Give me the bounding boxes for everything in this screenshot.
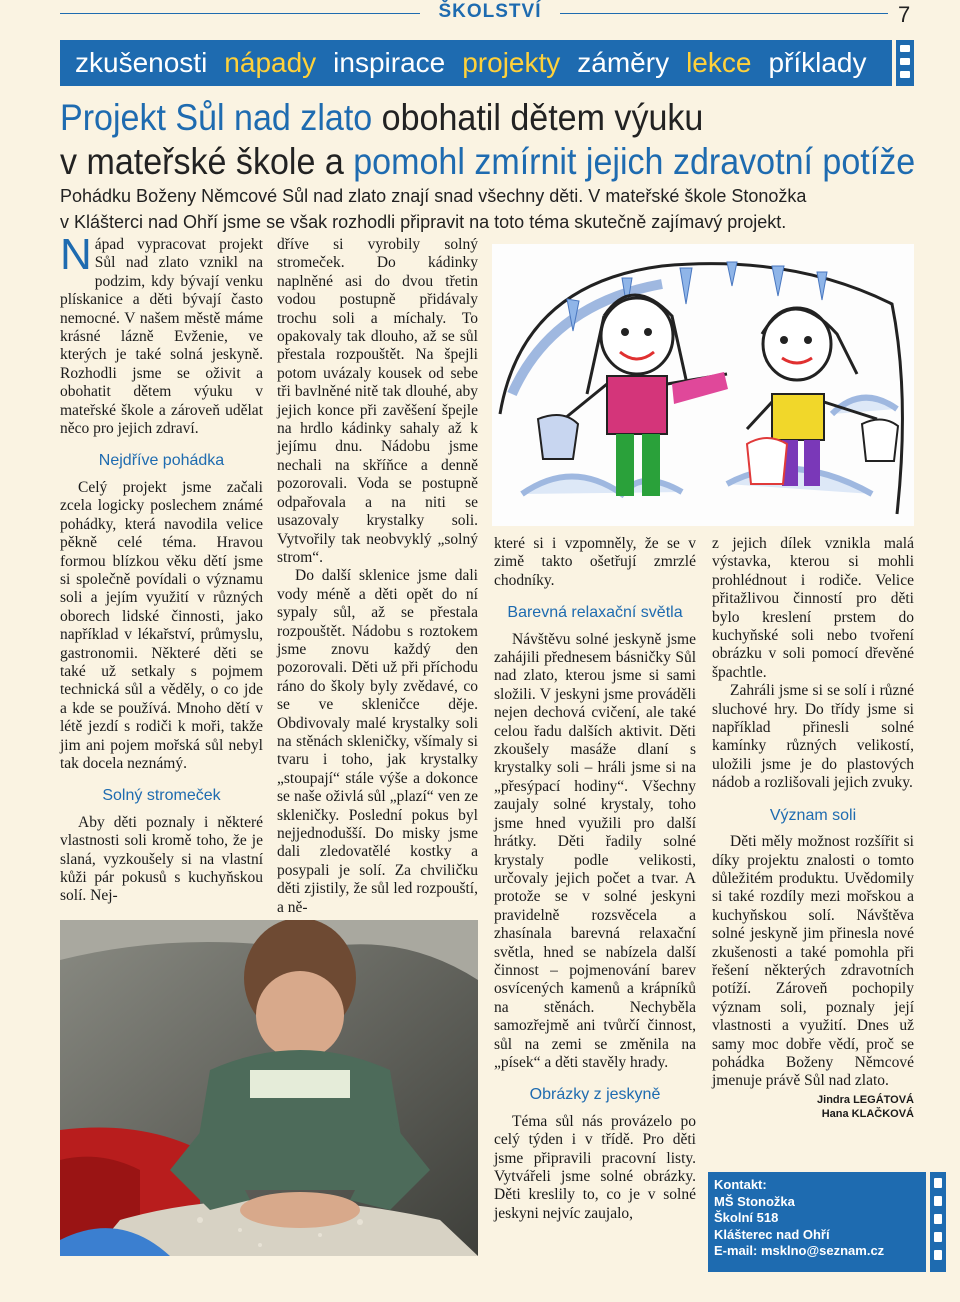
banner-word: příklady	[768, 47, 867, 78]
paragraph: které si i vzpomněly, že se v zimě takto ošetřují zmrzlé chodníky.	[494, 535, 696, 589]
paragraph: Celý projekt jsme začali zcela logicky poslechem známé pohádky, která navodila velice pěkně celé téma. Hravou formou blízkou věku dětí jsme si společně povídali o významu soli a jejím využití v různých oborech lidské činnosti, jako například v lékařství, průmyslu, gastronomii. Některé děti se také už setkaly s pojmem technická sůl a věděly, o co jde a kde se používá. Mnoho dětí v létě jezdí s rodiči k moři, takže jim ani pojem mořská sůl nebyl tak docela neznámý.	[60, 478, 263, 772]
children-in-salt-cave-photo	[60, 920, 478, 1256]
banner-word: zkušenosti	[75, 47, 208, 78]
banner-word: projekty	[462, 47, 561, 78]
contact-street: Školní 518	[714, 1210, 779, 1225]
paragraph: Zahráli jsme si se solí i různé sluchové hry. Do třídy jsme si například přinesli solné kamínky různých velikostí, uložili jsme je do plastových nádob a rozlišovali jejich zvuky.	[712, 682, 914, 792]
paragraph: dříve si vyrobily solný stromeček. Do kádinky naplněné asi do dvou třetin vodou postupně přidávaly trochu soli a míchaly. To opakovaly tak dlouho, až se sůl přestala rozpouštět. Na špejli potom uvázaly kousek od sebe tři bavlněné nitě tak dlouhé, aby jejich konce při zavěšení špejle na hrdlo kádinky sahaly až k jejímu dnu. Nádobu jsme nechali na skříňce a denně pozorovali. Voda se postupně odpařovala a na niti se usazovaly krystalky soli. Vytvořily tak neobvyklý „solný strom“.	[277, 236, 478, 566]
subheading: Význam soli	[769, 806, 857, 824]
lead-line: Pohádku Boženy Němcové Sůl nad zlato znají snad všechny děti. V mateřské škole Stonožka	[60, 186, 807, 206]
banner-word: záměry	[577, 47, 670, 78]
lead-line: v Klášterci nad Ohří jsme se však rozhodli připravit na toto téma skutečně zajímavý projekt.	[60, 212, 787, 232]
headline-part: obohatil dětem výuku	[372, 97, 704, 138]
headline-part: pomohl zmírnit jejich zdravotní potíže	[353, 141, 916, 182]
banner-word: nápady	[224, 47, 317, 78]
paragraph: Aby děti poznaly i některé vlastnosti soli kromě toho, že je slaná, vyzkoušely si na vlastní kůži pár pokusů s kuchyňskou solí. Nej-	[60, 813, 263, 905]
author-name: Jindra LEGÁTOVÁ	[817, 1093, 914, 1106]
section-title: ŠKOLSTVÍ	[438, 1, 542, 22]
subheading: Solný stromeček	[102, 787, 221, 805]
paragraph: Děti měly možnost rozšířit si díky projektu znalosti o tomto důležitém produktu. Uvědomily si také rozdíly mezi mořskou a kuchyňskou solí. Návštěva solné jeskyně jim přinesla nové zkušenosti a také pomohla při řešení některých zdravotních potíží. Zároveň pochopily význam soli, poznaly její vlastnosti a využití. Dnes už samy moc dobře vědí, proč se pohádka Boženy Němcové jmenuje právě Sůl nad zlato.	[712, 833, 914, 1090]
film-strip-decoration	[930, 1172, 946, 1272]
header-rule-right	[560, 13, 888, 14]
topic-banner	[60, 40, 892, 86]
intro-paragraph	[60, 230, 263, 438]
headline-part: v mateřské škole a	[60, 141, 354, 182]
banner-word: lekce	[686, 47, 752, 78]
article-lead	[60, 183, 960, 235]
headline-part: Projekt Sůl nad zlato	[60, 97, 373, 138]
subheading: Obrázky z jeskyně	[529, 1086, 661, 1104]
film-strip-decoration	[896, 40, 914, 86]
subheading: Nejdříve pohádka	[98, 452, 225, 470]
text-column-4	[712, 535, 914, 1121]
page-number: 7	[898, 2, 911, 27]
text-column-2	[277, 236, 478, 917]
paragraph: z jejich dílek vznikla malá výstavka, kterou si mohli prohlédnout i rodiče. Velice přitažlivou činností pro děti bylo kreslení prstem do kuchyňské soli nebo tvoření obrázku v soli pomocí dřevěné špachtle.	[712, 535, 914, 681]
contact-school: MŠ Stonožka	[714, 1193, 795, 1209]
header-rule-left	[60, 13, 420, 14]
childrens-drawing-image	[492, 244, 914, 526]
drop-cap: N	[60, 230, 92, 279]
contact-box	[708, 1172, 926, 1272]
text-column-1	[60, 230, 263, 906]
paragraph: Do další sklenice jsme dali vody méně a děti opět do ní sypaly sůl, až se přestala rozpouštět. Nádobu s roztokem jsme znovu každý den pozorovali. Děti už při příchodu ráno do školy byly zvědavé, co se ve skleničce děje. Obdivovaly malé krystalky soli na stěnách skleničky, všímaly si tvaru i toho, jak krystalky „stoupají“ stále výše a dokonce se naše oživlá sůl „plazí“ ven ze skleničky. Poslední pokus byl nejjednodušší. Do misky jsme dali zledovatělé kostky a posypali je solí. Za chviličku děti zjistily, že sůl led rozpouští, a ně-	[277, 567, 478, 916]
contact-heading: Kontakt:	[714, 1177, 767, 1192]
paragraph: Téma sůl nás provázelo po celý týden i v třídě. Pro děti jsme připravili pracovní listy. Vytvářeli jsme solné obrázky. Děti kreslily to, co je v solné jeskyni nejvíc zaujalo,	[494, 1112, 696, 1222]
article-headline	[60, 96, 916, 184]
intro-text: ápad vypracovat projekt Sůl nad zlato vznikl na podzim, kdy bývají venku plískanice a děti bývají často nemocné. V našem městě máme krásné lázně Evženie, ve kterých je také solná jeskyně. Rozhodli jsme se oživit a obohatit dětem výuku v mateřské škole a zároveň udělat něco pro jejich zdraví.	[60, 236, 263, 438]
banner-word: inspirace	[333, 47, 446, 78]
text-column-3	[494, 535, 696, 1223]
contact-email[interactable]: E-mail: msklno@seznam.cz	[714, 1243, 885, 1258]
subheading: Barevná relaxační světla	[507, 604, 683, 622]
author-name: Hana KLAČKOVÁ	[821, 1107, 914, 1120]
contact-city: Klášterec nad Ohří	[714, 1226, 830, 1242]
paragraph: Návštěvu solné jeskyně jsme zahájili přednesem básničky Sůl nad zlato, kterou jsme si sami složili. V jeskyni jsme prováděli nejen dechová cvičení, ale také celou řadu dalších aktivit. Děti zkoušely masáže dlaní s krystalky soli – hráli jsme si na „přesýpací hodiny“. Všechny zaujaly solné krystaly, toho jsme hned využili pro další hrátky. Děti řadily solné krystaly podle velikosti, určovaly jejich počet a tvar. A protože se v solné jeskyni pravidelně rozsvěcela a zhasínala barevná relaxační světla, hned se nabízela další činnost – pojmenování barev osvícených kamenů a krápníků na stěnách. Nechyběla samozřejmě ani tvůrčí činnost, sůl na zemi se změnila na „písek“ a děti stavěly hrady.	[494, 630, 696, 1071]
